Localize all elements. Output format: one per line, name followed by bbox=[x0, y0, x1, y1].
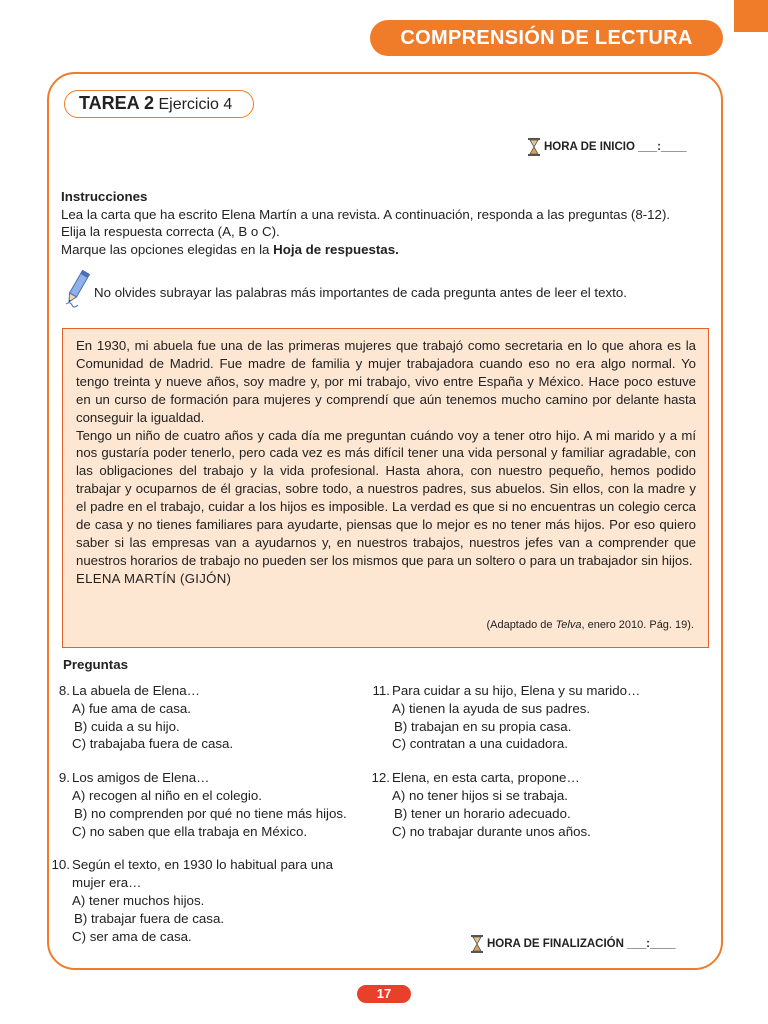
option-8c[interactable]: C) trabajaba fuera de casa. bbox=[72, 736, 234, 752]
start-time-label: HORA DE INICIO bbox=[544, 141, 635, 153]
option-9b[interactable]: B) no comprenden por qué no tiene más hijos. bbox=[74, 805, 347, 821]
option-11c[interactable]: C) contratan a una cuidadora. bbox=[392, 736, 568, 752]
option-11a[interactable]: A) tienen la ayuda de sus padres. bbox=[392, 700, 591, 716]
letter-signature: ELENA MARTÍN (GIJÓN) bbox=[76, 570, 232, 586]
start-time-blank: ___:____ bbox=[637, 141, 687, 153]
magazine-name: Telva bbox=[555, 619, 582, 632]
reading-paragraph-2: Tengo un niño de cuatro años y cada día me preguntan cuándo voy a tener otro hijo. A mi marido y a mí nos gustaría poder tenerlo, pero cada vez es más difícil tener una vida personal y familiar agradable, con las obligaciones del trabajo y la vida profesional. Hasta ahora, con nuestro pequeño, hemos podido trabajar y ocuparnos de él gracias, sobre todo, a nuestros padres, sus abuelos. Sin ellos, con la madre y el padre en el trabajo, cuidar a los hijos es imposible. La verdad es que si no encuentras un colegio cerca de casa y no tienes familiares para ayudarte, piensas que lo mejor es no tener más hijos. Por eso quiero saber si las empresas van a ayudarnos y, en nuestros trabajos, nuestros jefes van a comprender que nuestros horarios de trabajo no pueden ser los mismos que para un soltero o para un trabajador sin hijos. bbox=[76, 427, 696, 568]
start-time bbox=[527, 138, 687, 156]
hourglass-icon bbox=[527, 138, 541, 156]
corner-tab bbox=[734, 0, 768, 32]
tip-note bbox=[62, 268, 712, 308]
pencil-icon bbox=[62, 268, 92, 308]
questions-heading: Preguntas bbox=[63, 657, 129, 672]
option-12c[interactable]: C) no trabajar durante unos años. bbox=[392, 823, 591, 839]
reading-text-box bbox=[62, 328, 709, 648]
end-time-blank: ___:____ bbox=[626, 938, 676, 950]
question-12: 12. Elena, en esta carta, propone… A) no tener hijos si se trabaja. B) tener un horario adecuado. C) no trabajar durante unos años. bbox=[370, 769, 700, 840]
end-time bbox=[470, 935, 676, 953]
instructions bbox=[61, 188, 711, 258]
option-12b[interactable]: B) tener un horario adecuado. bbox=[394, 805, 571, 821]
question-11: 11. Para cuidar a su hijo, Elena y su marido… A) tienen la ayuda de sus padres. B) trabajan en su propia casa. C) contratan a una cuidadora. bbox=[370, 682, 700, 753]
task-label bbox=[64, 90, 254, 118]
page-number: 17 bbox=[357, 985, 411, 1003]
instructions-line-2: Elija la respuesta correcta (A, B o C). bbox=[61, 224, 280, 239]
exercise-label: Ejercicio 4 bbox=[158, 96, 233, 113]
question-9: 9. Los amigos de Elena… A) recogen al niño en el colegio. B) no comprenden por qué no tiene más hijos. C) no saben que ella trabaja en México. bbox=[50, 769, 370, 840]
instructions-line-1: Lea la carta que ha escrito Elena Martín a una revista. A continuación, responda a las preguntas (8-12). bbox=[61, 206, 671, 222]
option-8b[interactable]: B) cuida a su hijo. bbox=[74, 718, 180, 734]
source-citation: (Adaptado de Telva, enero 2010. Pág. 19). bbox=[486, 619, 694, 632]
option-8a[interactable]: A) fue ama de casa. bbox=[72, 700, 191, 716]
option-11b[interactable]: B) trabajan en su propia casa. bbox=[394, 718, 572, 734]
option-10b[interactable]: B) trabajar fuera de casa. bbox=[74, 910, 225, 926]
option-9a[interactable]: A) recogen al niño en el colegio. bbox=[72, 787, 262, 803]
option-12a[interactable]: A) no tener hijos si se trabaja. bbox=[392, 787, 568, 803]
option-10a[interactable]: A) tener muchos hijos. bbox=[72, 892, 205, 908]
instructions-line-3: Marque las opciones elegidas en la Hoja de respuestas. bbox=[61, 241, 399, 257]
hourglass-icon bbox=[470, 935, 484, 953]
question-10: 10. Según el texto, en 1930 lo habitual para una mujer era… A) tener muchos hijos. B) trabajar fuera de casa. C) ser ama de casa. bbox=[50, 856, 370, 945]
end-time-label: HORA DE FINALIZACIÓN bbox=[487, 938, 624, 950]
section-title: COMPRENSIÓN DE LECTURA bbox=[370, 20, 723, 56]
instructions-heading: Instrucciones bbox=[61, 189, 148, 204]
option-9c[interactable]: C) no saben que ella trabaja en México. bbox=[72, 823, 308, 839]
option-10c[interactable]: C) ser ama de casa. bbox=[72, 928, 192, 944]
tarea-label: TAREA 2 bbox=[79, 93, 155, 113]
questions-left-column bbox=[50, 682, 370, 961]
answer-sheet-label: Hoja de respuestas. bbox=[273, 241, 399, 257]
tip-text: No olvides subrayar las palabras más importantes de cada pregunta antes de leer el texto. bbox=[94, 285, 627, 300]
question-8: 8. La abuela de Elena… A) fue ama de casa. B) cuida a su hijo. C) trabajaba fuera de casa. bbox=[50, 682, 370, 753]
questions-right-column bbox=[370, 682, 700, 856]
reading-paragraph-1: En 1930, mi abuela fue una de las primeras mujeres que trabajó como secretaria en lo que ahora es la Comunidad de Madrid. Fue madre de familia y mujer trabajadora cuando eso no era algo normal. Yo tengo treinta y nueve años, soy madre y, por mi trabajo, vivo entre España y México. Hace poco estuve en un curso de formación para mujeres y comprendí que aún tenemos mucho camino por delante hasta conseguir la igualdad. bbox=[76, 338, 696, 425]
